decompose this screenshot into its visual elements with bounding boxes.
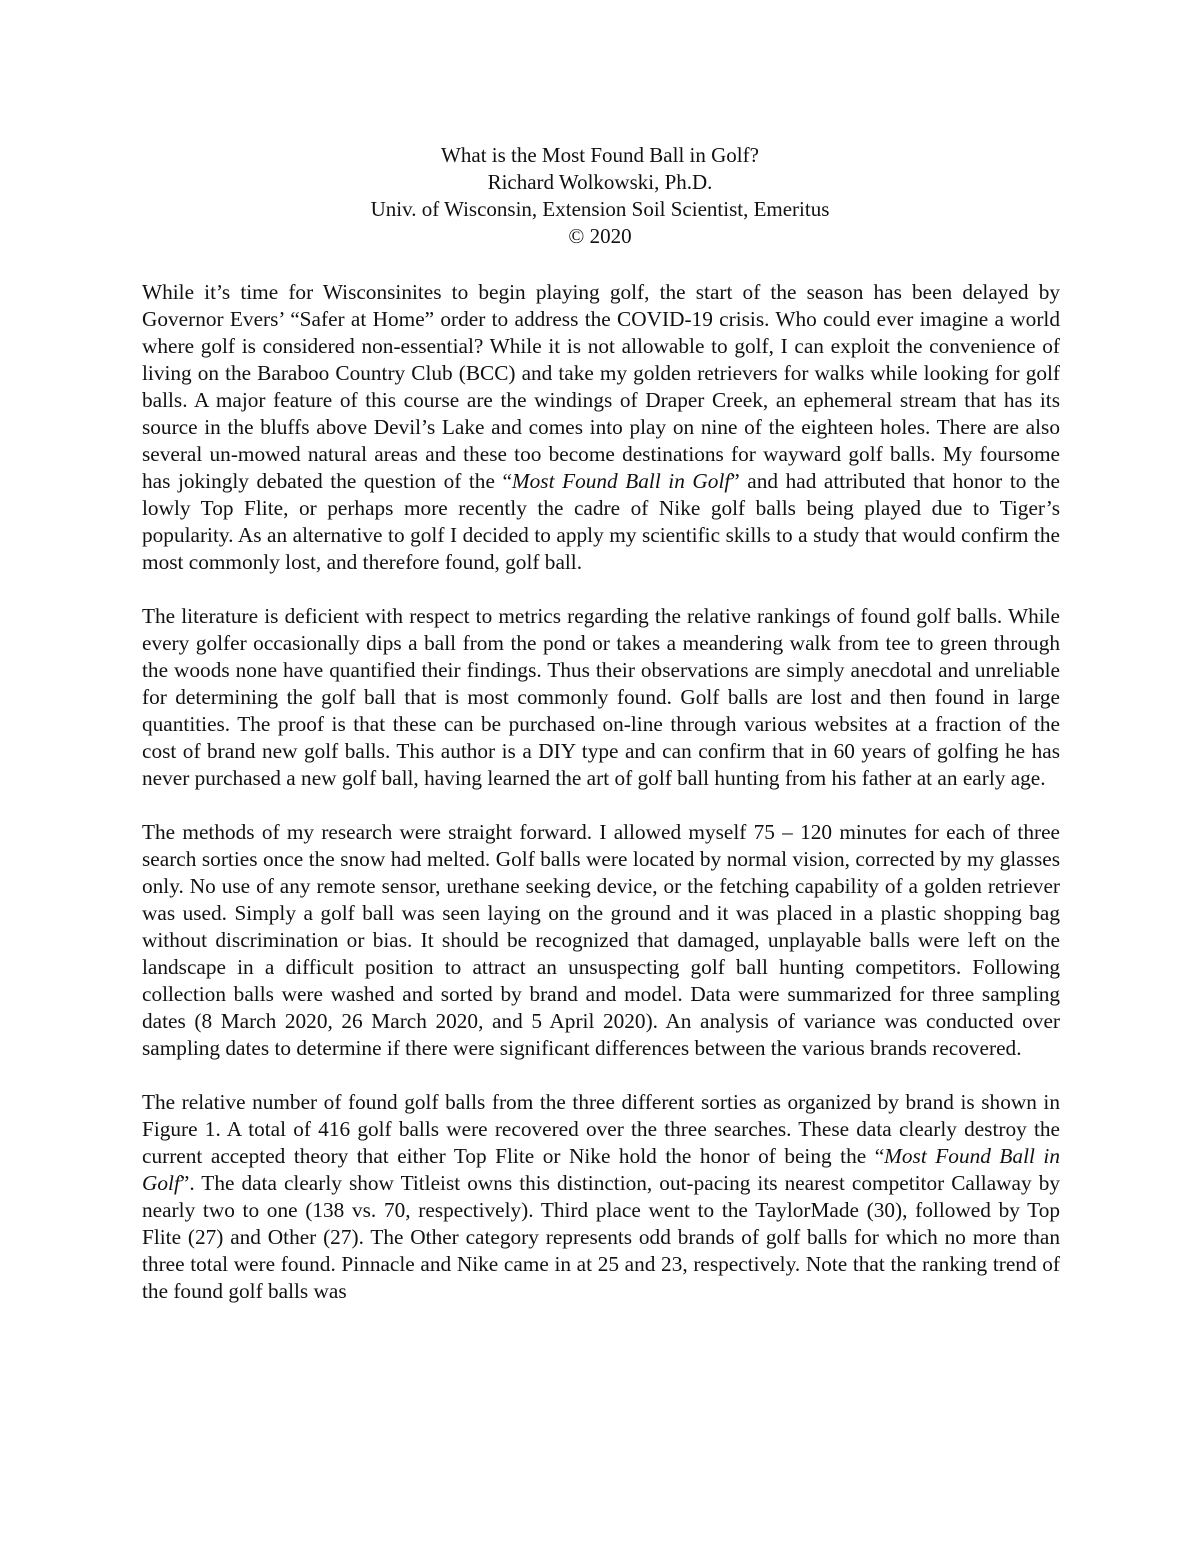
emphasis-most-found-ball: Most Found Ball in Golf (142, 1144, 1060, 1195)
copyright-notice: © 2020 (568, 224, 632, 248)
document-header (0, 142, 1200, 250)
document-title: What is the Most Found Ball in Golf? (441, 143, 759, 167)
document-body (142, 279, 1060, 1305)
paragraph-introduction: While it’s time for Wisconsinites to begin playing golf, the start of the season has been delayed by Governor Evers’ “Safer at Home” order to address the COVID-19 crisis. Who could ever imagine a world where golf is considered non-essential? While it is not allowable to golf, I can exploit the convenience of living on the Baraboo Country Club (BCC) and take my golden retrievers for walks while looking for golf balls. A major feature of this course are the windings of Draper Creek, an ephemeral stream that has its source in the bluffs above Devil’s Lake and comes into play on nine of the eighteen holes. There are also several un-mowed natural areas and these too become destinations for wayward golf balls. My foursome has jokingly debated the question of the “Most Found Ball in Golf” and had attributed that honor to the lowly Top Flite, or perhaps more recently the cadre of Nike golf balls being played due to Tiger’s popularity. As an alternative to golf I decided to apply my scientific skills to a study that would confirm the most commonly lost, and therefore found, golf ball. (142, 280, 1060, 574)
author-name: Richard Wolkowski, Ph.D. (487, 170, 713, 194)
paragraph-literature: The literature is deficient with respect to metrics regarding the relative rankings of found golf balls. While every golfer occasionally dips a ball from the pond or takes a meandering walk from tee to green through the woods none have quantified their findings. Thus their observations are simply anecdotal and unreliable for determining the golf ball that is most commonly found. Golf balls are lost and then found in large quantities. The proof is that these can be purchased on-line through various websites at a fraction of the cost of brand new golf balls. This author is a DIY type and can confirm that in 60 years of golfing he has never purchased a new golf ball, having learned the art of golf ball hunting from his father at an early age. (142, 604, 1060, 790)
paragraph-results: The relative number of found golf balls from the three different sorties as organized by brand is shown in Figure 1. A total of 416 golf balls were recovered over the three searches. These data clearly destroy the current accepted theory that either Top Flite or Nike hold the honor of being the “Most Found Ball in Golf”. The data clearly show Titleist owns this distinction, out-pacing its nearest competitor Callaway by nearly two to one (138 vs. 70, respectively). Third place went to the TaylorMade (30), followed by Top Flite (27) and Other (27). The Other category represents odd brands of golf balls for which no more than three total were found. Pinnacle and Nike came in at 25 and 23, respectively. Note that the ranking trend of the found golf balls was (142, 1090, 1060, 1303)
emphasis-most-found-ball: Most Found Ball in Golf (511, 469, 731, 493)
paragraph-methods: The methods of my research were straight forward. I allowed myself 75 – 120 minutes for each of three search sorties once the snow had melted. Golf balls were located by normal vision, corrected by my glasses only. No use of any remote sensor, urethane seeking device, or the fetching capability of a golden retriever was used. Simply a golf ball was seen laying on the ground and it was placed in a plastic shopping bag without discrimination or bias. It should be recognized that damaged, unplayable balls were left on the landscape in a difficult position to attract an unsuspecting golf ball hunting competitors. Following collection balls were washed and sorted by brand and model. Data were summarized for three sampling dates (8 March 2020, 26 March 2020, and 5 April 2020). An analysis of variance was conducted over sampling dates to determine if there were significant differences between the various brands recovered. (142, 820, 1060, 1060)
author-affiliation: Univ. of Wisconsin, Extension Soil Scientist, Emeritus (370, 197, 830, 221)
